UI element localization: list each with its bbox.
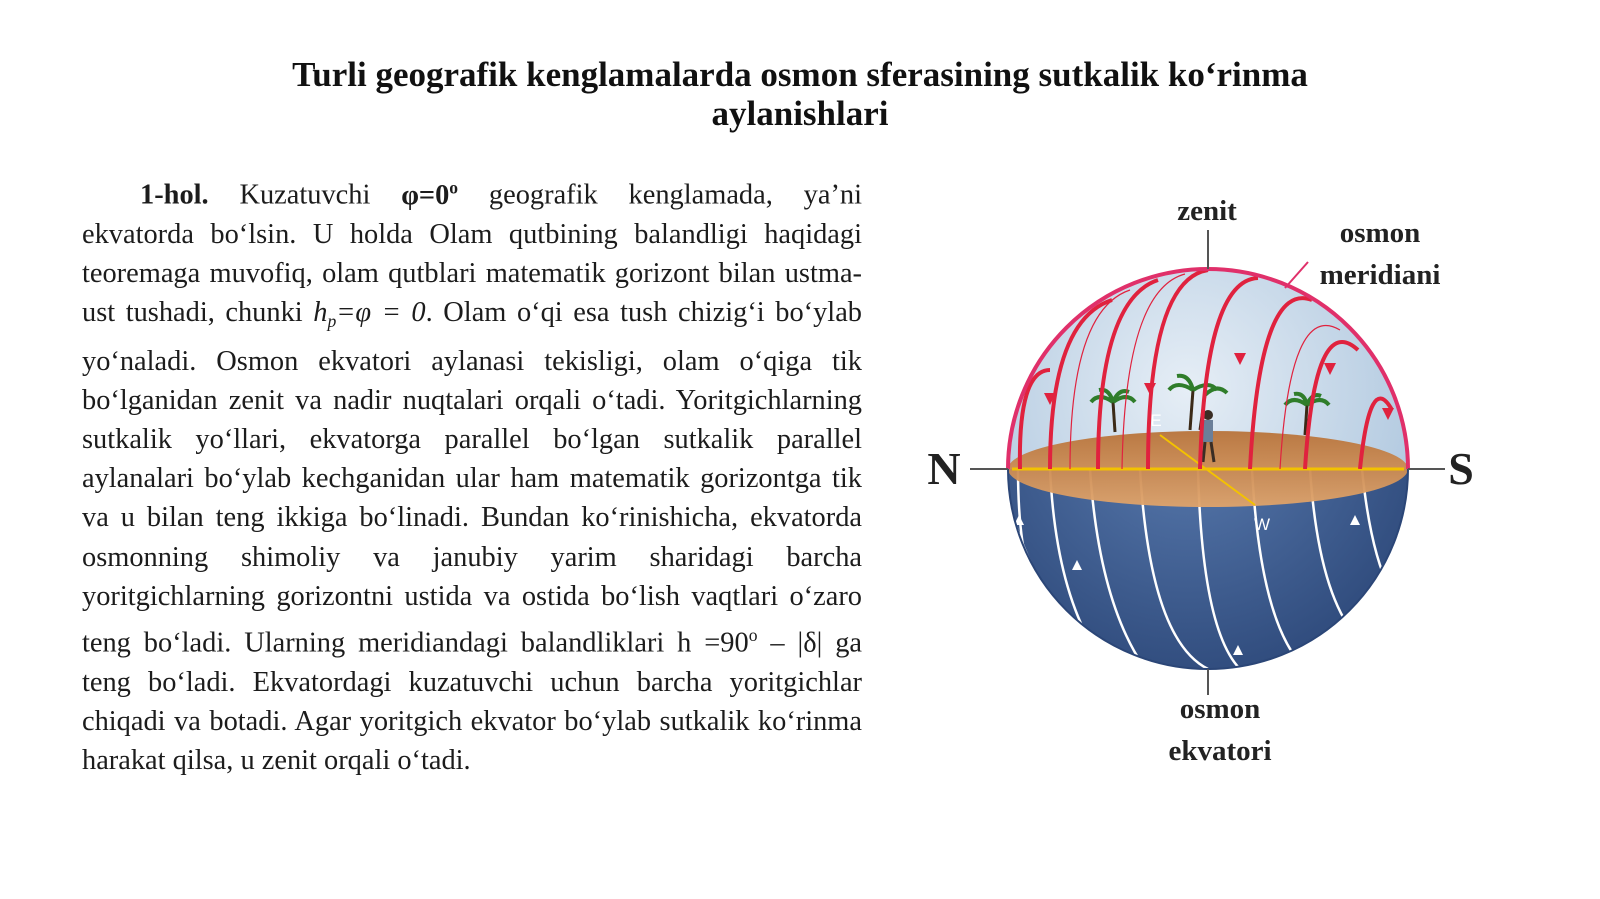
degree-sign: o [748, 624, 758, 645]
south-label: S [1448, 443, 1474, 494]
text-run-4: – |δ| ga teng bo‘ladi. Ekvatordagi kuzatuvchi uchun barcha yoritgichlar chiqadi va botadi. Agar yoritgich ekvator bo‘ylab sutkalik ko‘rinma harakat qilsa, u zenit orqali o‘tadi. [82, 627, 862, 777]
equator-label-line2: ekvatori [1168, 735, 1272, 767]
meridian-pointer [1285, 262, 1308, 288]
celestial-sphere-diagram [900, 170, 1540, 810]
formula: $h_p=\varphi = 0$ [313, 297, 426, 332]
celestial-sphere-figure [900, 170, 1540, 810]
title-line-1: Turli geografik kenglamalarda osmon sferasining sutkalik ko‘rinma [292, 55, 1308, 94]
east-label: E [1150, 411, 1162, 430]
latitude-symbol: $\varphi=0^o$ [401, 177, 459, 211]
meridian-label-line1: osmon [1339, 217, 1421, 249]
zenit-label: zenit [1177, 195, 1237, 227]
case-label: 1-hol. [140, 179, 209, 211]
text-run-1: Kuzatuvchi [208, 179, 402, 211]
title-line-2: aylanishlari [711, 94, 889, 133]
meridian-label-line2: meridiani [1319, 259, 1441, 291]
text-run-2: geografik kenglamada, ya’ni ekvatorda bo‘lsin. U holda Olam qutbining balandligi haqidagi teoremaga muvofiq, olam qutblari matematik gorizont bilan ustma-ust tushadi, chunki [82, 179, 862, 329]
north-label: N [927, 443, 961, 494]
body-paragraph [82, 168, 862, 780]
west-label: W [1253, 515, 1271, 534]
equator-label-line1: osmon [1179, 693, 1261, 725]
page-title [150, 55, 1450, 133]
text-run-3: . Olam o‘qi esa tush chizig‘i bo‘ylab yo‘naladi. Osmon ekvatori aylanasi tekisligi, olam o‘qiga tik bo‘lganidan zenit va nadir nuqtalari orqali o‘tadi. Yoritgichlarning sutkalik yo‘llari, ekvatorga parallel bo‘lgan sutkalik parallel aylanalari bo‘ylab kechganidan ular ham matematik gorizontga tik va u bilan teng ikkiga bo‘linadi. Bundan ko‘rinishicha, ekvatorda osmonning shimoliy va janubiy yarim sharidagi barcha yoritgichlarning gorizontni ustida va ostida bo‘lish vaqtlari o‘zaro teng bo‘ladi. Ularning meridiandagi balandliklari h =90 [82, 297, 862, 659]
